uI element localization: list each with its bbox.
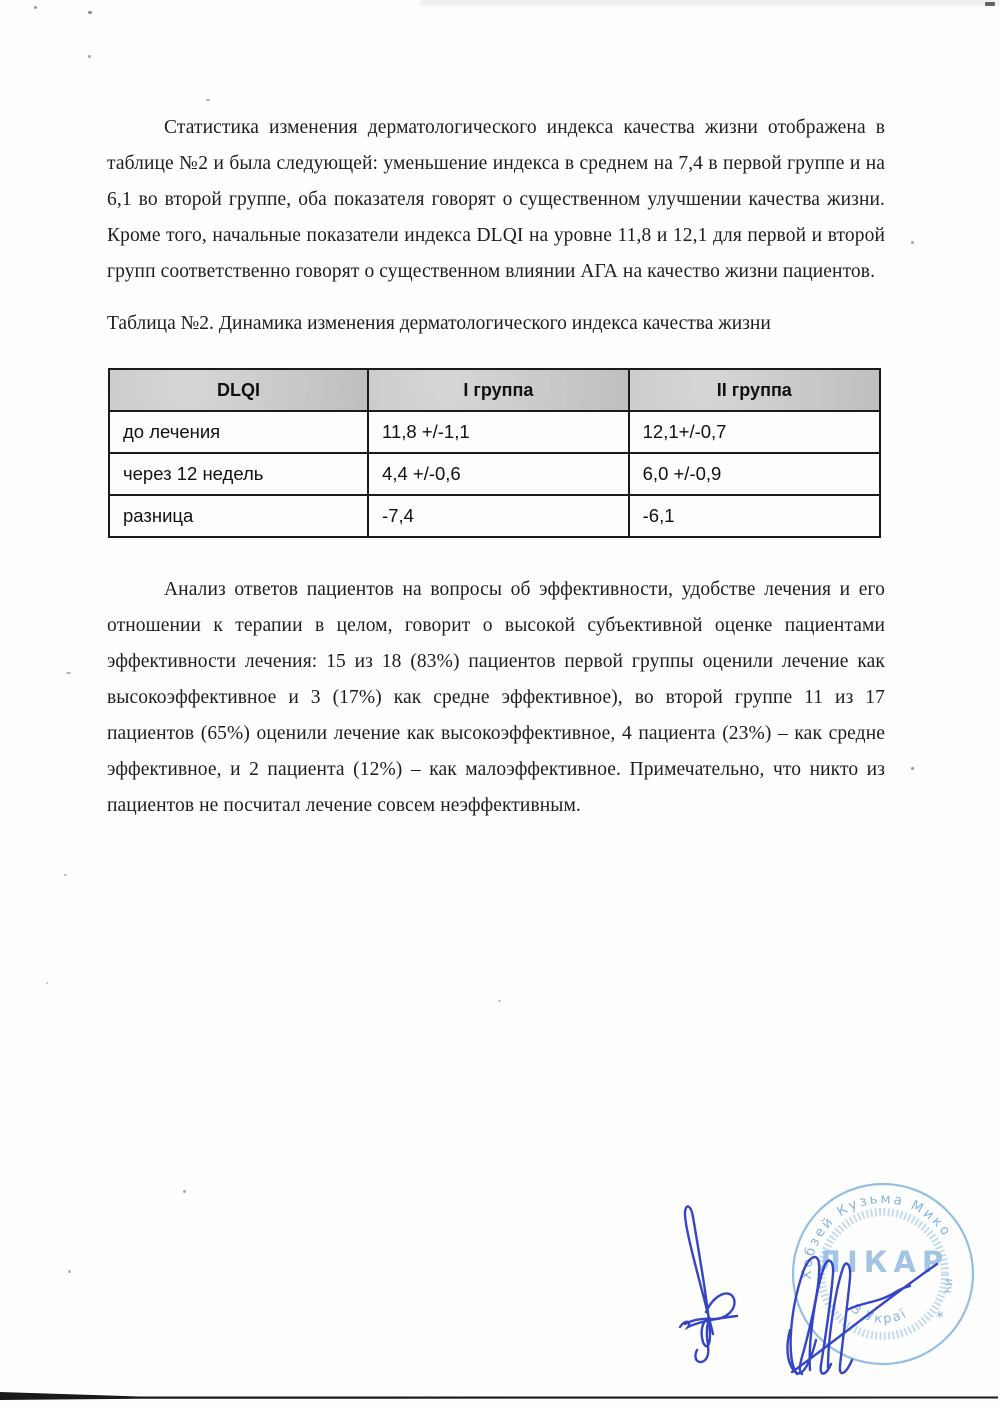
- table-caption: Таблица №2. Динамика изменения дерматологического индекса качества жизни: [107, 313, 771, 334]
- cell-group2-before: 12,1+/-0,7: [629, 411, 880, 453]
- cell-group2-after: 6,0 +/-0,9: [629, 453, 880, 495]
- stamp-name-arc-end: ич: [941, 1277, 957, 1295]
- stamp-name-arc-text: Хобзей Кузьма Мико: [798, 1190, 955, 1280]
- scan-speck: [498, 1000, 501, 1002]
- table-row: [109, 495, 880, 537]
- stamp-center-text: ЛІКАР: [816, 1245, 950, 1279]
- stamp-bottom-arc-text: З Украї: [848, 1301, 911, 1328]
- table-header-dlqi: DLQI: [109, 369, 368, 411]
- row-label-difference: разница: [109, 495, 368, 537]
- scan-speck: [183, 1190, 186, 1193]
- scan-speck: [911, 241, 914, 244]
- scan-speck: [911, 767, 914, 770]
- scan-edge-line: [0, 1388, 1000, 1404]
- scan-speck: [46, 982, 48, 984]
- scan-speck: [88, 55, 91, 58]
- paragraph-2: Анализ ответов пациентов на вопросы об эффективности, удобстве лечения и его отношении к терапии в целом, говорит о высокой субъективной оценке пациентами эффективности лечения: 15 из 18 (83%) пациентов первой группы оценили лечение как высокоэффективное и 3 (17%) как средне эффективное), во второй группе 11 из 17 пациентов (65%) оценили лечение как высокоэффективное, 4 пациента (23%) – как средне эффективное, и 2 пациента (12%) – как малоэффективное. Примечательно, что никто из пациентов не посчитал лечение совсем неэффективным.: [107, 579, 885, 816]
- paragraph-1: Статистика изменения дерматологического индекса качества жизни отображена в таблице №2 и была следующей: уменьшение индекса в среднем на 7,4 в первой группе и на 6,1 во второй группе, оба показателя говорят о существенном улучшении качества жизни. Кроме того, начальные показатели индекса DLQI на уровне 11,8 и 12,1 для первой и второй групп соответственно говорят о существенном влиянии АГА на качество жизни пациентов.: [107, 117, 885, 282]
- scan-speck: [206, 99, 210, 101]
- row-label-after-12-weeks: через 12 недель: [109, 453, 368, 495]
- scan-speck: [64, 874, 67, 876]
- table-header-group1: I группа: [368, 369, 629, 411]
- scan-speck: [88, 11, 92, 14]
- table-header-group2: II группа: [629, 369, 880, 411]
- cell-group1-after: 4,4 +/-0,6: [368, 453, 629, 495]
- scan-speck: [34, 6, 37, 9]
- row-label-before-treatment: до лечения: [109, 411, 368, 453]
- stamp-star: *: [936, 1308, 944, 1326]
- cell-group1-before: 11,8 +/-1,1: [368, 411, 629, 453]
- table-row: [109, 411, 880, 453]
- scan-speck: [68, 1270, 71, 1273]
- cell-group2-diff: -6,1: [629, 495, 880, 537]
- dlqi-table: [108, 368, 881, 538]
- table-row: [109, 453, 880, 495]
- table-header-row: [109, 369, 880, 411]
- scan-speck: [985, 2, 995, 6]
- stamp-and-signatures: [640, 1160, 1000, 1410]
- scan-smudge: [420, 0, 1000, 5]
- scan-speck: [66, 672, 71, 674]
- cell-group1-diff: -7,4: [368, 495, 629, 537]
- signature-1: [680, 1206, 737, 1362]
